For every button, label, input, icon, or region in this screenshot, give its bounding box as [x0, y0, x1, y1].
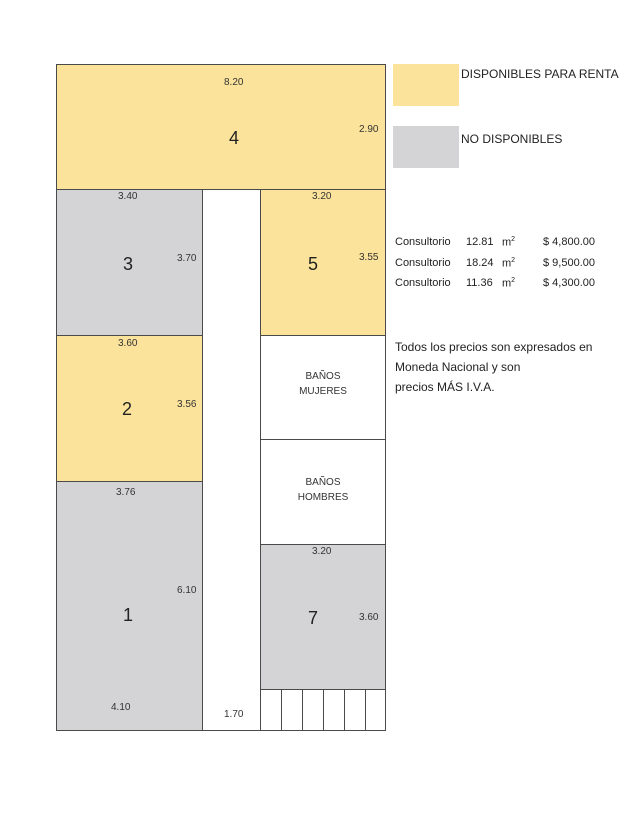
- legend-unavailable-label: NO DISPONIBLES: [461, 132, 563, 146]
- price-note-line2: Moneda Nacional y son: [395, 360, 521, 374]
- room-3-width-label: 3.40: [118, 191, 138, 202]
- price-note: [395, 337, 620, 397]
- stair-step: [323, 689, 344, 731]
- price-row-name: Consultorio: [395, 236, 451, 248]
- price-note-line1: Todos los precios son expresados en: [395, 340, 593, 354]
- stair-step: [344, 689, 365, 731]
- room-7-depth-label: 3.60: [359, 612, 379, 623]
- legend-available-label: DISPONIBLES PARA RENTA: [461, 67, 619, 81]
- bathroom-women-label: [260, 369, 386, 399]
- price-row-area: 18.24: [466, 257, 494, 269]
- bathroom-men-label: [260, 475, 386, 505]
- price-row-price: $ 9,500.00: [543, 257, 595, 269]
- room-4: [56, 64, 386, 190]
- bathroom-women-line2: MUJERES: [299, 386, 347, 397]
- price-row-unit: [502, 236, 515, 249]
- room-4-width-label: 8.20: [224, 77, 244, 88]
- bathroom-men-line1: BAÑOS: [305, 477, 341, 488]
- room-7-number: 7: [308, 608, 319, 628]
- price-row-unit: [502, 257, 515, 270]
- room-2-width-label: 3.60: [118, 338, 138, 349]
- price-row-name: Consultorio: [395, 277, 451, 289]
- corridor: [202, 189, 261, 731]
- room-7-width-label: 3.20: [312, 546, 332, 557]
- stair-step: [281, 689, 302, 731]
- room-4-number: 4: [229, 128, 240, 148]
- room-5-depth-label: 3.55: [359, 252, 379, 263]
- unit-text: m: [502, 236, 512, 249]
- stair-step: [365, 689, 386, 731]
- unit-sup: 2: [511, 236, 516, 243]
- price-row-unit: [502, 277, 515, 290]
- unit-text: m: [502, 277, 512, 290]
- room-3-number: 3: [123, 254, 134, 274]
- unit-sup: 2: [511, 257, 516, 264]
- stair-step: [302, 689, 323, 731]
- unit-text: m: [502, 257, 512, 270]
- room-2-depth-label: 3.56: [177, 399, 197, 410]
- unit-sup: 2: [511, 277, 516, 284]
- room-5-width-label: 3.20: [312, 191, 332, 202]
- room-1-bottom-label: 4.10: [111, 702, 131, 713]
- room-1-width-label: 3.76: [116, 487, 136, 498]
- bathroom-women-line1: BAÑOS: [305, 371, 341, 382]
- room-2-number: 2: [122, 399, 133, 419]
- price-row-price: $ 4,300.00: [543, 277, 595, 289]
- room-3-depth-label: 3.70: [177, 253, 197, 264]
- room-1-depth-label: 6.10: [177, 585, 197, 596]
- room-4-depth-label: 2.90: [359, 124, 379, 135]
- corridor-width-label: 1.70: [224, 709, 244, 720]
- room-1-number: 1: [123, 605, 134, 625]
- bathroom-men-line2: HOMBRES: [297, 492, 349, 503]
- legend-available-swatch: [393, 64, 459, 106]
- price-row-name: Consultorio: [395, 257, 451, 269]
- legend-unavailable-swatch: [393, 126, 459, 168]
- price-row-price: $ 4,800.00: [543, 236, 595, 248]
- price-row-area: 12.81: [466, 236, 494, 248]
- price-row-area: 11.36: [466, 277, 493, 289]
- room-5-number: 5: [308, 254, 319, 274]
- price-note-line3: precios MÁS I.V.A.: [395, 380, 495, 394]
